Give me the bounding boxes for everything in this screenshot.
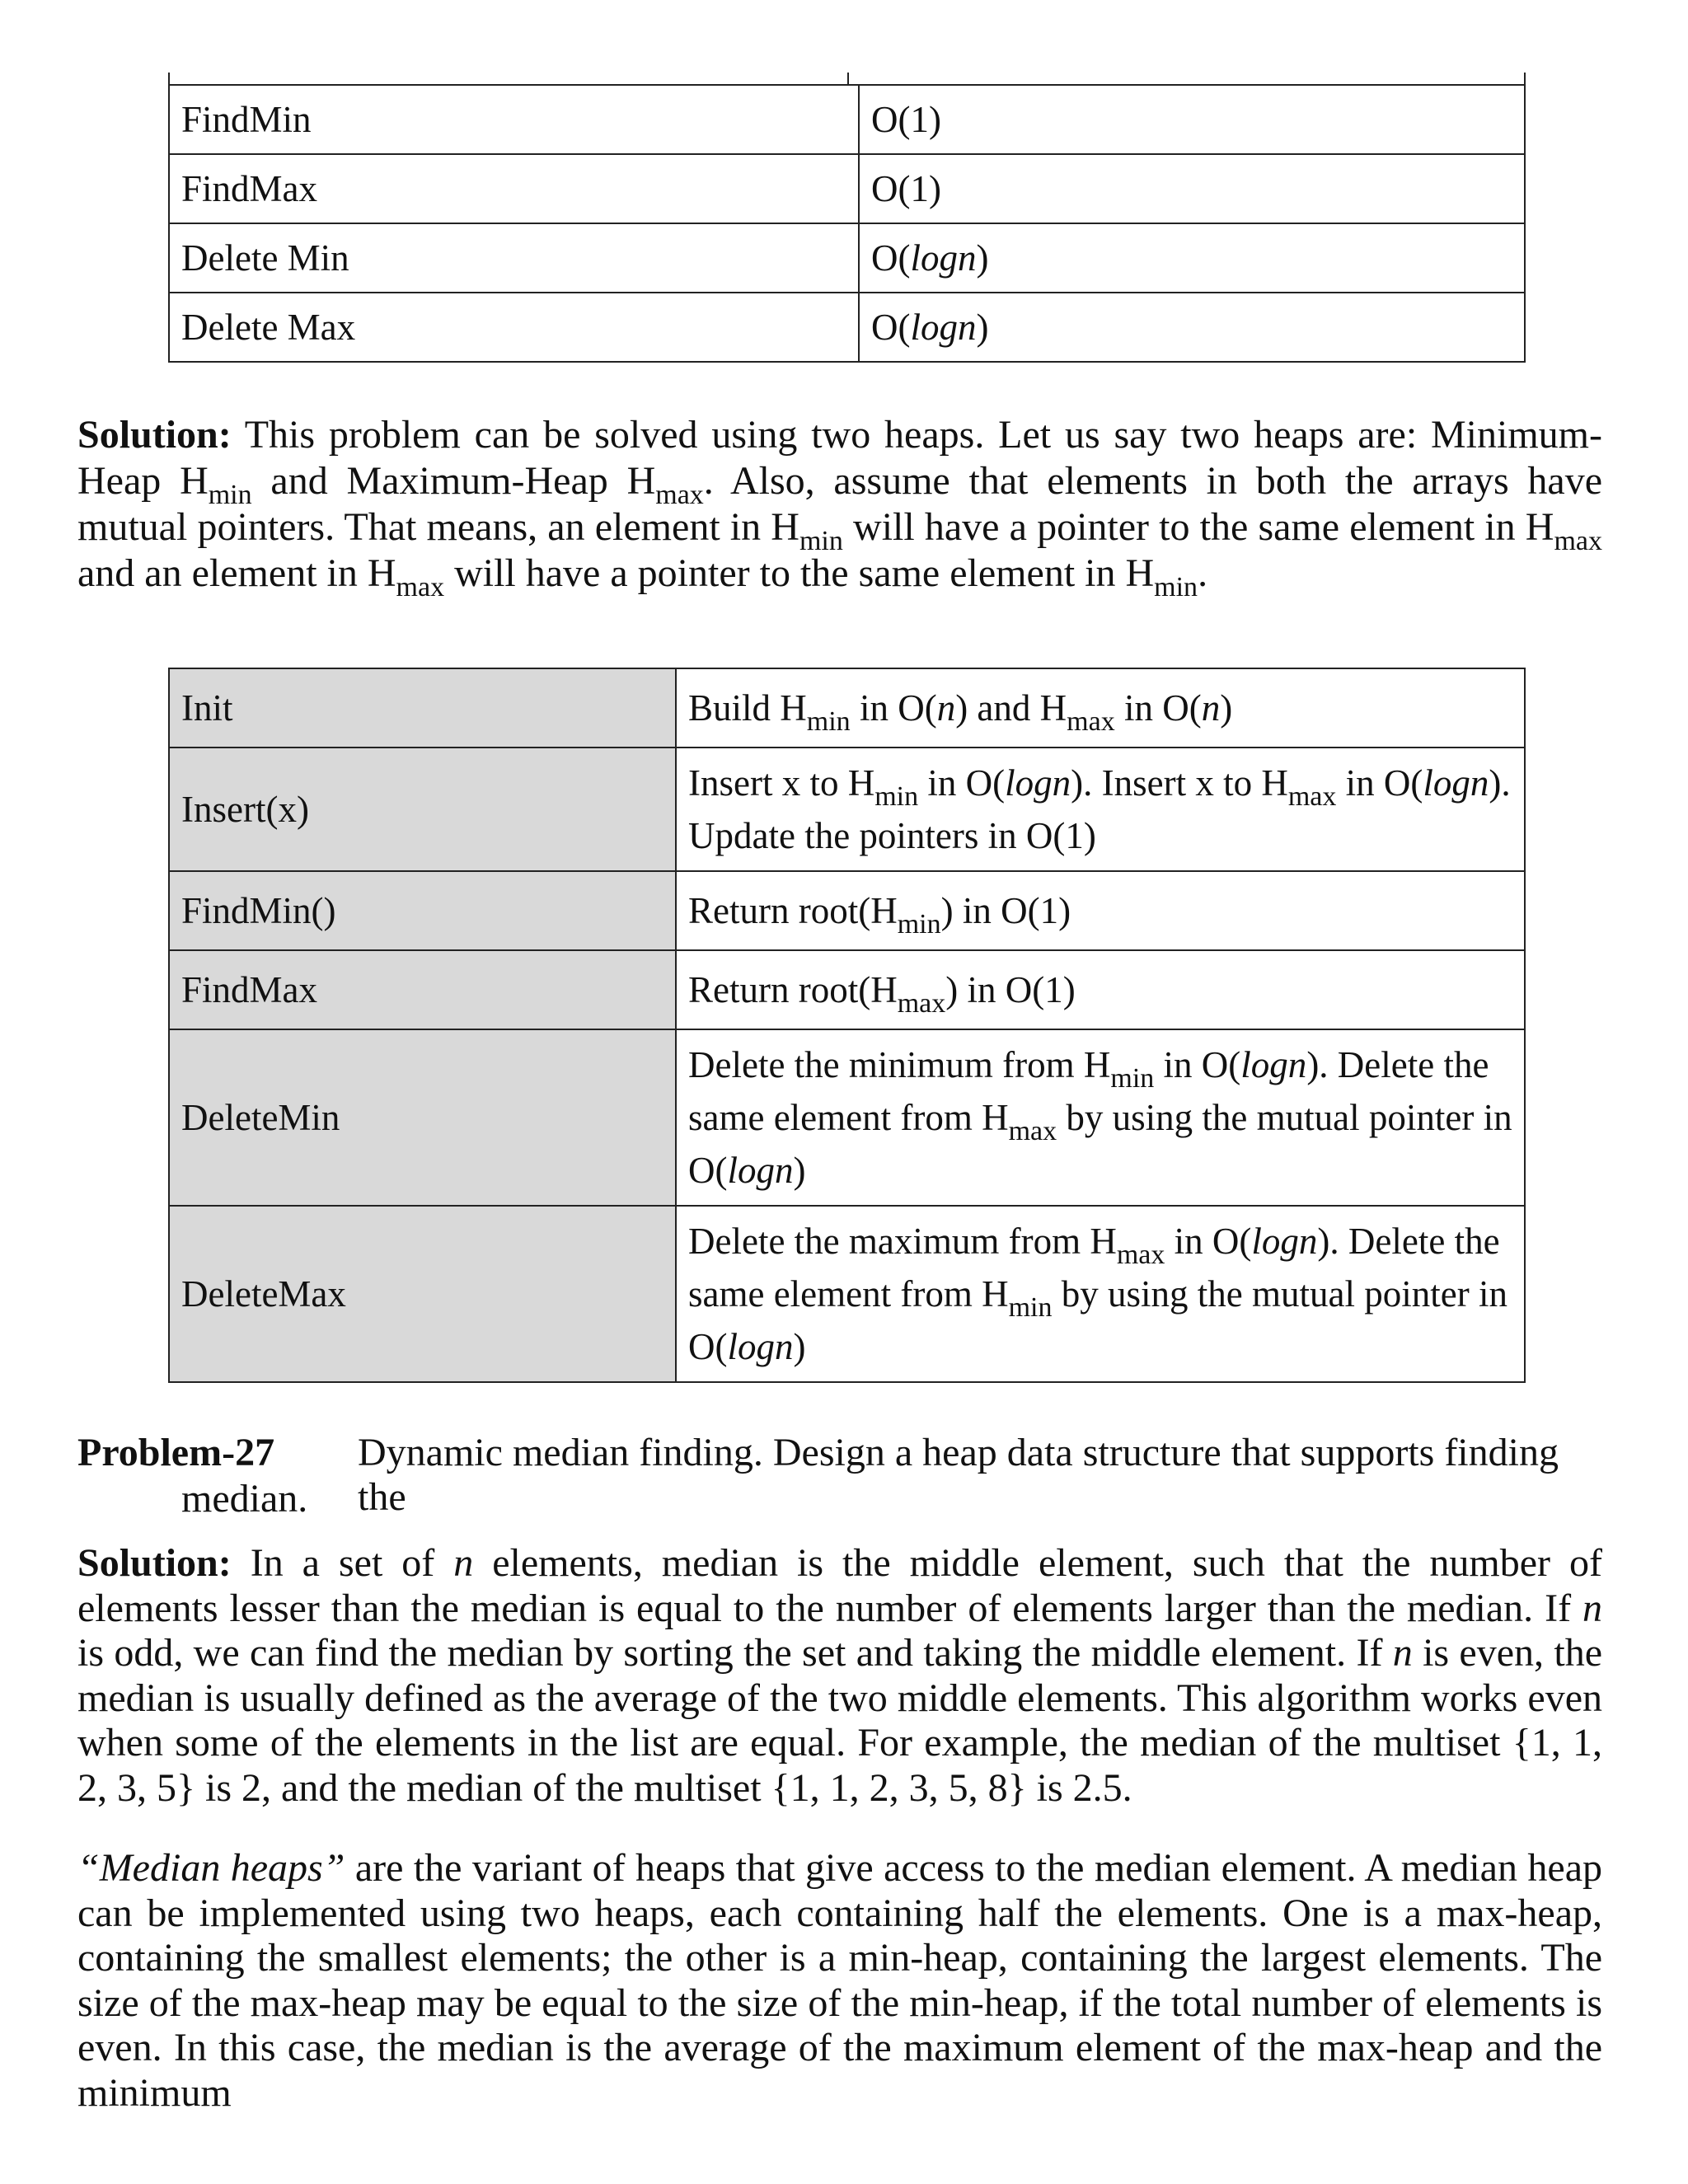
op-cell: DeleteMin: [169, 1029, 676, 1206]
term-median-heaps: “Median heaps”: [77, 1846, 345, 1890]
op-cell: Delete Min: [169, 223, 859, 293]
solution-label: Solution:: [77, 413, 232, 457]
op-cell: Insert(x): [169, 748, 676, 871]
op-cell: FindMin: [169, 85, 859, 154]
table-row: [169, 293, 1525, 362]
problem-title: Dynamic median finding. Design a heap data structure that supports finding the: [358, 1431, 1559, 1519]
median-heaps-paragraph: “Median heaps” are the variant of heaps that give access to the median element. A median heap can be implemented using two heaps, each containing half the elements. One is a max-heap, containing the smallest elements; the other is a min-heap, containing the largest elements. The size of the max-heap may be equal to the size of the min-heap, if the total number of elements is even. In this case, the median is the average of the maximum element of the max-heap and the minimum: [77, 1846, 1603, 2115]
cost-cell: O(1): [859, 154, 1525, 223]
table-row: [169, 223, 1525, 293]
table-row: [169, 85, 1525, 154]
table-row: [169, 748, 1525, 871]
problem-label: Problem-27: [77, 1431, 275, 1474]
cost-cell: O(1): [859, 85, 1525, 154]
op-cell: FindMin(): [169, 871, 676, 950]
desc-cell: Delete the maximum from $H_{max}$ in O(logn). Delete the same element from $H_{min}$ by using the mutual pointer in O(logn): [676, 1206, 1525, 1382]
op-cell: Delete Max: [169, 293, 859, 362]
desc-cell: Insert x to $H_{min}$ in O(logn). Insert x to $H_{max}$ in O(logn). Update the pointers in O(1): [676, 748, 1525, 871]
complexity-table: [168, 84, 1526, 363]
cost-cell: O(logn): [859, 293, 1525, 362]
desc-cell: Return $root(H_{max})$ in O(1): [676, 950, 1525, 1029]
problem-title-continued: median.: [181, 1477, 308, 1521]
solution-label: Solution:: [77, 1541, 232, 1585]
table-row: [169, 950, 1525, 1029]
problem-27: [77, 1431, 1602, 1521]
op-cell: FindMax: [169, 950, 676, 1029]
desc-cell: Return $root(H_{min})$ in O(1): [676, 871, 1525, 950]
op-cell: DeleteMax: [169, 1206, 676, 1382]
implementation-table: [168, 668, 1526, 1383]
table-row: [169, 1206, 1525, 1382]
desc-cell: Build $H_{min}$ in O(n) and $H_{max}$ in O(n): [676, 668, 1525, 748]
op-cell: FindMax: [169, 154, 859, 223]
table-row: [169, 154, 1525, 223]
cost-cell: O(logn): [859, 223, 1525, 293]
solution-paragraph: Solution: In a set of n elements, median is the middle element, such that the number of elements lesser than the median is equal to the number of elements larger than the median. If n is odd, we can find the median by sorting the set and taking the middle element. If n is even, the median is usually defined as the average of the two middle elements. This algorithm works even when some of the elements in the list are equal. For example, the median of the multiset {1, 1, 2, 3, 5} is 2, and the median of the multiset {1, 1, 2, 3, 5, 8} is 2.5.: [77, 1541, 1603, 1810]
op-cell: Init: [169, 668, 676, 748]
solution-paragraph: Solution: This problem can be solved using two heaps. Let us say two heaps are: Minimum-Heap $H_{min}$ and Maximum-Heap $H_{max}$. Also, assume that elements in both the arrays have mutual pointers. That means, an element in $H_{min}$ will have a pointer to the same element in $H_{max}$ and an element in $H_{max}$ will have a pointer to the same element in $H_{min}$.: [77, 413, 1603, 602]
table-row: [169, 1029, 1525, 1206]
table-row: [169, 871, 1525, 950]
desc-cell: Delete the minimum from $H_{min}$ in O(logn). Delete the same element from $H_{max}$ by using the mutual pointer in O(logn): [676, 1029, 1525, 1206]
table-row: [169, 668, 1525, 748]
